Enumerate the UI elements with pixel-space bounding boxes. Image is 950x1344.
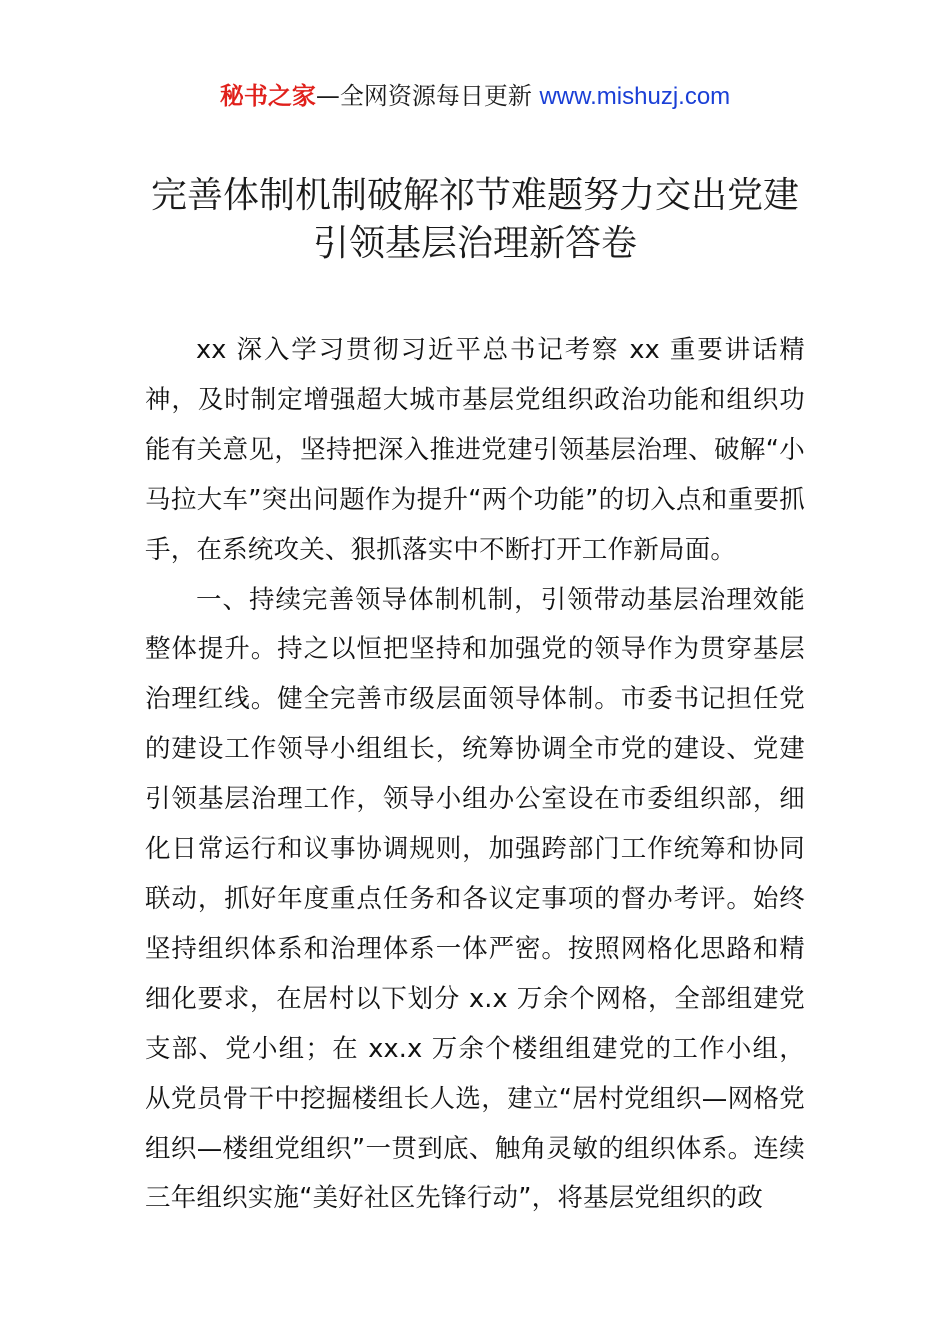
website-link[interactable]: www.mishuzj.com	[539, 83, 731, 110]
header-tagline: —全网资源每日更新	[315, 82, 540, 110]
site-header	[0, 80, 950, 113]
document-body	[145, 326, 805, 1224]
intro-paragraph: xx 深入学习贯彻习近平总书记考察 xx 重要讲话精神，及时制定增强超大城市基层党组织政治功能和组织功能有关意见，坚持把深入推进党建引领基层治理、破解“小马拉大车”突出问题作为提升“两个功能”的切入点和重要抓手，在系统攻关、狠抓落实中不断打开工作新局面。	[145, 335, 805, 565]
title-line-1: 完善体制机制破解祁节难题努力交出党建	[150, 175, 799, 216]
brand-name: 秘书之家	[219, 82, 316, 110]
section-one-paragraph: 一、持续完善领导体制机制，引领带动基层治理效能整体提升。持之以恒把坚持和加强党的领导作为贯穿基层治理红线。健全完善市级层面领导体制。市委书记担任党的建设工作领导小组组长，统筹协调全市党的建设、党建引领基层治理工作，领导小组办公室设在市委组织部，细化日常运行和议事协调规则，加强跨部门工作统筹和协同联动，抓好年度重点任务和各议定事项的督办考评。始终坚持组织体系和治理体系一体严密。按照网格化思路和精细化要求，在居村以下划分 x.x 万余个网格，全部组建党支部、党小组；在 xx.x 万余个楼组组建党的工作小组，从党员骨干中挖掘楼组长人选，建立“居村党组织—网格党组织—楼组党组织”一贯到底、触角灵敏的组织体系。连续三年组织实施“美好社区先锋行动”，将基层党组织的政	[145, 584, 805, 1214]
title-line-2: 引领基层治理新答卷	[312, 223, 637, 264]
document-title	[100, 172, 850, 268]
